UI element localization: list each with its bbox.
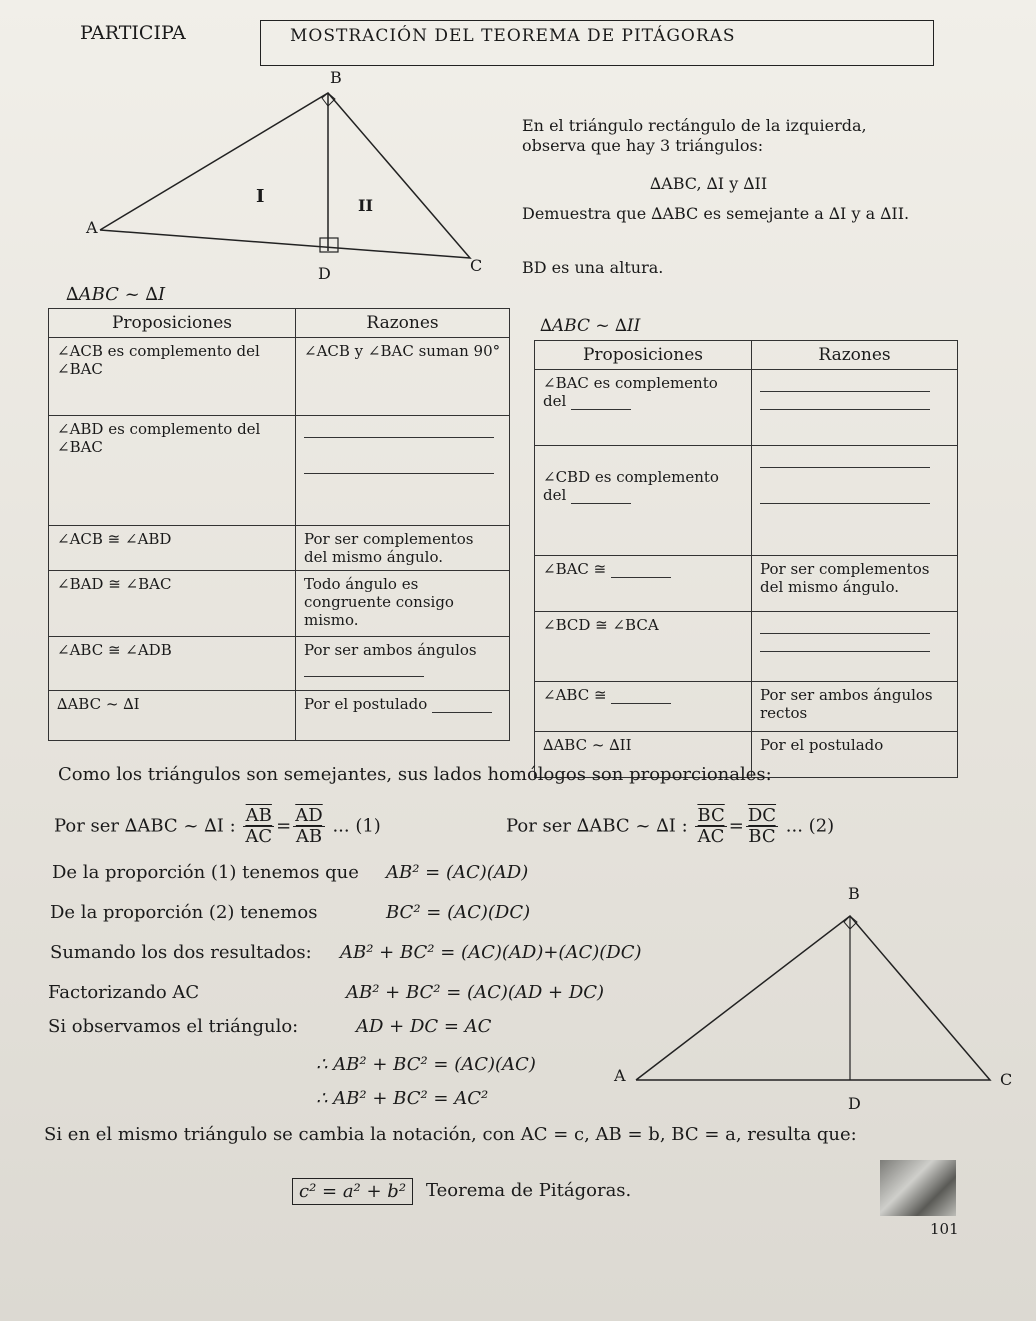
page-number: 101 bbox=[930, 1220, 959, 1238]
left-reason-3: Por ser complementos del mismo ángulo. bbox=[296, 526, 510, 571]
left-prop-1: ∠ACB es complemento del ∠BAC bbox=[49, 338, 296, 416]
step-2-eq: BC² = (AC)(DC) bbox=[386, 902, 531, 923]
left-reason-1: ∠ACB y ∠BAC suman 90° bbox=[296, 338, 510, 416]
left-prop-6: ∆ABC ~ ∆I bbox=[49, 691, 296, 741]
proof-intro: Como los triángulos son semejantes, sus lados homólogos son proporcionales: bbox=[58, 764, 772, 785]
vertex-a-2: A bbox=[614, 1066, 626, 1085]
right-table-caption: ∆ABC ~ ∆II bbox=[540, 316, 641, 336]
right-proof-table bbox=[534, 340, 958, 778]
vertex-d-2: D bbox=[848, 1094, 861, 1113]
proportion-2: Por ser ∆ABC ~ ∆I : $\frac{\overline{BC}}{AC}$ = $\frac{\overline{DC}}{BC}$ ... (2) bbox=[506, 805, 835, 847]
vertex-b-2: B bbox=[848, 884, 860, 903]
left-prop-4: ∠BAD ≅ ∠BAC bbox=[49, 571, 296, 637]
step-3-label: Sumando los dos resultados: bbox=[50, 942, 312, 963]
tag-2: ... (2) bbox=[785, 815, 835, 837]
altura-text: BD es una altura. bbox=[522, 258, 664, 277]
step-7-eq: ∴ AB² + BC² = AC² bbox=[316, 1088, 489, 1109]
right-prop-5 bbox=[535, 682, 752, 732]
frac1-b-num: $\overline{AD}$ bbox=[295, 805, 323, 826]
frac2-b-num: $\overline{DC}$ bbox=[747, 805, 777, 826]
frac2-a-den: AC bbox=[697, 825, 725, 847]
right-reason-2-blank[interactable] bbox=[752, 446, 958, 556]
step-2-label: De la proporción (2) tenemos bbox=[50, 902, 318, 923]
pythagoras-formula: c² = a² + b² bbox=[292, 1178, 413, 1205]
right-prop-2 bbox=[535, 446, 752, 556]
step-4-label: Factorizando AC bbox=[48, 982, 200, 1003]
vertex-b: B bbox=[330, 68, 342, 87]
vertex-a: A bbox=[86, 218, 98, 237]
por-ser-1: Por ser ∆ABC ~ ∆I : bbox=[54, 815, 236, 837]
vertex-c-2: C bbox=[1000, 1070, 1013, 1089]
frac2-a-num: $\overline{BC}$ bbox=[697, 805, 725, 826]
frac1-b-den: AB bbox=[295, 825, 323, 847]
tag-1: ... (1) bbox=[332, 815, 381, 837]
left-reason-5-text: Por ser ambos ángulos bbox=[304, 641, 477, 659]
step-6-eq: ∴ AB² + BC² = (AC)(AC) bbox=[316, 1054, 536, 1075]
vertex-d: D bbox=[318, 264, 331, 283]
triangle-diagram-bottom bbox=[620, 900, 1000, 1100]
instruction-text: Demuestra que ∆ABC es semejante a ∆I y a ∆II. bbox=[522, 204, 910, 223]
frac1-a-num: $\overline{AB}$ bbox=[243, 806, 274, 827]
left-prop-2: ∠ABD es complemento del ∠BAC bbox=[49, 416, 296, 526]
frac2-b-den: BC bbox=[748, 825, 776, 847]
step-1-eq: AB² = (AC)(AD) bbox=[386, 862, 529, 883]
left-table-caption: ∆ABC ~ ∆I bbox=[66, 284, 166, 305]
right-prop-2-blank[interactable] bbox=[571, 489, 631, 504]
right-prop-1 bbox=[535, 370, 752, 446]
proportion-1: Por ser ∆ABC ~ ∆I : $\frac{\overline{AB}}{AC}$ = $\frac{\overline{AD}}{AB}$ ... (1) bbox=[54, 805, 381, 847]
triangles-list: ∆ABC, ∆I y ∆II bbox=[650, 174, 768, 193]
frac1-a-den: AC bbox=[245, 825, 273, 847]
right-prop-3 bbox=[535, 556, 752, 612]
intro-text: En el triángulo rectángulo de la izquierda, observa que hay 3 triángulos: bbox=[522, 116, 867, 155]
left-reason-4: Todo ángulo es congruente consigo mismo. bbox=[296, 571, 510, 637]
theorem-label: Teorema de Pitágoras. bbox=[426, 1180, 632, 1201]
step-5-eq: AD + DC = AC bbox=[356, 1016, 492, 1037]
fraction-dc-bc bbox=[746, 806, 778, 847]
right-reason-4-blank[interactable] bbox=[752, 612, 958, 682]
right-prop-4: ∠BCD ≅ ∠BCA bbox=[535, 612, 752, 682]
left-reason-6-text: Por el postulado bbox=[304, 695, 428, 713]
left-reason-5-blank[interactable] bbox=[304, 662, 424, 677]
right-prop-3-blank[interactable] bbox=[611, 563, 671, 578]
right-prop-1-blank[interactable] bbox=[571, 395, 631, 410]
fraction-bc-ac bbox=[695, 806, 726, 847]
right-prop-5-text: ∠ABC ≅ bbox=[543, 686, 607, 704]
region-i: I bbox=[256, 186, 265, 207]
left-reason-2-blank[interactable] bbox=[296, 416, 510, 526]
right-header-proposiciones: Proposiciones bbox=[535, 341, 752, 370]
right-prop-1-text: ∠BAC es complemento del bbox=[543, 374, 718, 410]
left-prop-5: ∠ABC ≅ ∠ADB bbox=[49, 637, 296, 691]
por-ser-2: Por ser ∆ABC ~ ∆I : bbox=[506, 815, 688, 837]
right-prop-2-text: ∠CBD es complemento del bbox=[543, 468, 719, 504]
right-reason-5: Por ser ambos ángulos rectos bbox=[752, 682, 958, 732]
left-reason-5 bbox=[296, 637, 510, 691]
participa-label: PARTICIPA bbox=[80, 22, 186, 44]
region-ii: II bbox=[358, 196, 373, 215]
notation-text: Si en el mismo triángulo se cambia la notación, con AC = c, AB = b, BC = a, resulta que: bbox=[44, 1124, 857, 1145]
right-reason-1-blank[interactable] bbox=[752, 370, 958, 446]
left-header-razones: Razones bbox=[296, 309, 510, 338]
left-prop-3: ∠ACB ≅ ∠ABD bbox=[49, 526, 296, 571]
fraction-ad-ab bbox=[293, 806, 324, 847]
vertex-c: C bbox=[470, 256, 483, 275]
right-header-razones: Razones bbox=[752, 341, 958, 370]
right-prop-6: ∆ABC ~ ∆II bbox=[535, 732, 752, 778]
right-prop-5-blank[interactable] bbox=[611, 689, 671, 704]
left-proof-table bbox=[48, 308, 510, 741]
step-3-eq: AB² + BC² = (AC)(AD)+(AC)(DC) bbox=[340, 942, 642, 963]
step-4-eq: AB² + BC² = (AC)(AD + DC) bbox=[346, 982, 605, 1003]
left-reason-6 bbox=[296, 691, 510, 741]
fraction-ab-ac bbox=[243, 806, 274, 847]
right-prop-3-text: ∠BAC ≅ bbox=[543, 560, 607, 578]
step-1-label: De la proporción (1) tenemos que bbox=[52, 862, 359, 883]
decorative-photo bbox=[880, 1160, 956, 1216]
right-reason-3: Por ser complementos del mismo ángulo. bbox=[752, 556, 958, 612]
left-reason-6-blank[interactable] bbox=[432, 698, 492, 713]
left-header-proposiciones: Proposiciones bbox=[49, 309, 296, 338]
triangle-diagram-top bbox=[60, 60, 520, 290]
page-title: MOSTRACIÓN DEL TEOREMA DE PITÁGORAS bbox=[290, 26, 736, 46]
right-reason-6: Por el postulado bbox=[752, 732, 958, 778]
step-5-label: Si observamos el triángulo: bbox=[48, 1016, 299, 1037]
